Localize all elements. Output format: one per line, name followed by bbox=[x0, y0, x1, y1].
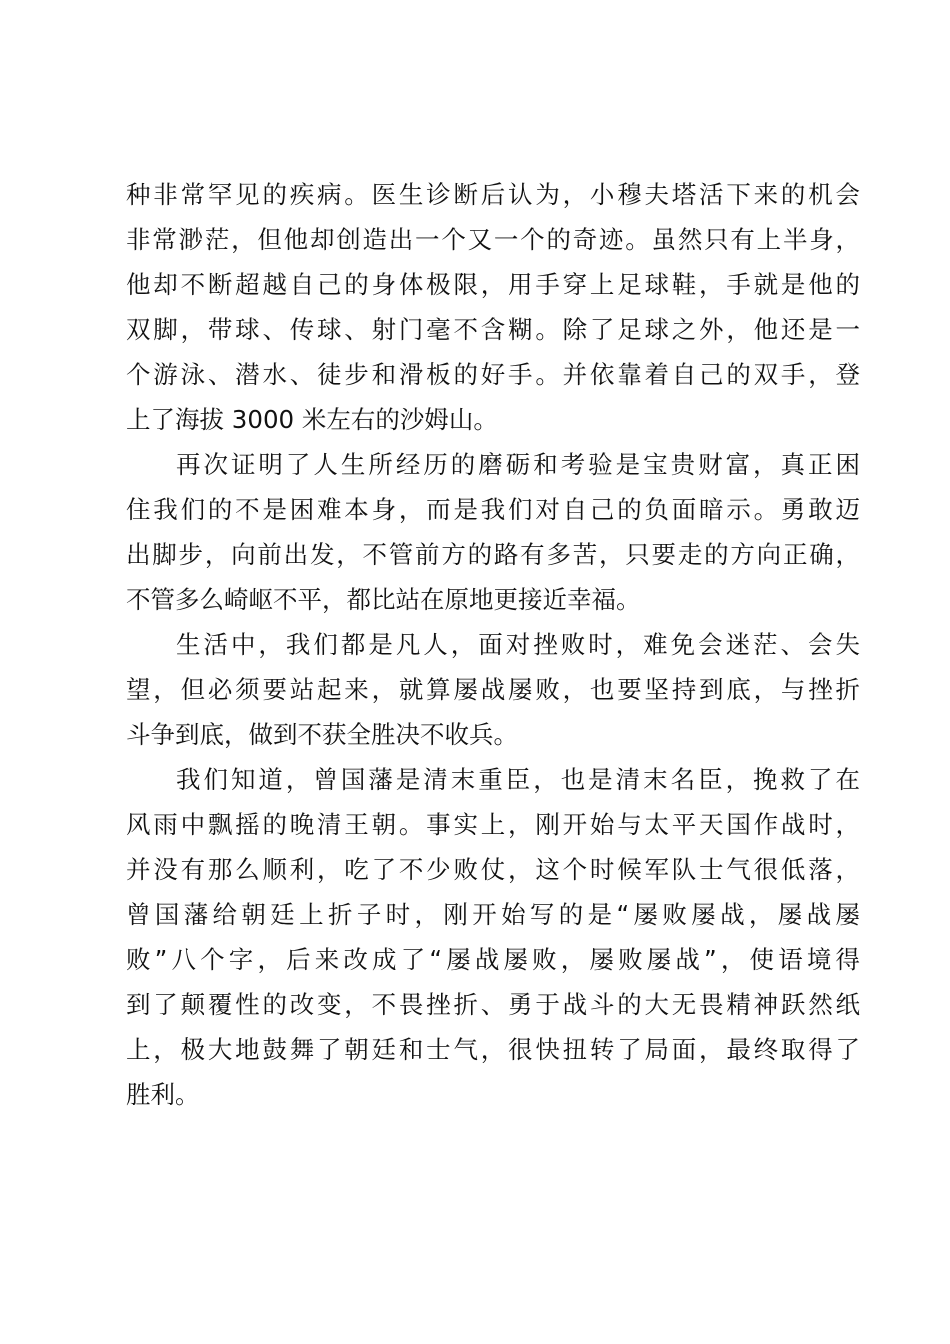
text-line: 我们知道，曾国藩是清末重臣，也是清末名臣，挽救了在 bbox=[176, 765, 860, 794]
text-line: 上，极大地鼓舞了朝廷和士气，很快扭转了局面，最终取得了 bbox=[126, 1035, 860, 1064]
text-line: 胜利。 bbox=[126, 1080, 200, 1109]
text-line: 他却不断超越自己的身体极限，用手穿上足球鞋，手就是他的 bbox=[126, 270, 860, 299]
text-line: 出脚步，向前出发，不管前方的路有多苦，只要走的方向正确， bbox=[126, 540, 860, 569]
paragraph-3 bbox=[126, 622, 860, 757]
text-line: 再次证明了人生所经历的磨砺和考验是宝贵财富，真正困 bbox=[176, 450, 860, 479]
text-line: 上了海拔 3000 米左右的沙姆山。 bbox=[126, 405, 498, 434]
paragraph-1 bbox=[126, 172, 860, 442]
document-body bbox=[126, 172, 860, 1117]
text-line: 风雨中飘摇的晚清王朝。事实上，刚开始与太平天国作战时， bbox=[126, 810, 860, 839]
text-line: 曾国藩给朝廷上折子时，刚开始写的是“屡败屡战，屡战屡 bbox=[126, 900, 860, 929]
text-line: 败”八个字，后来改成了“屡战屡败，屡败屡战”，使语境得 bbox=[126, 945, 860, 974]
text-line: 望，但必须要站起来，就算屡战屡败，也要坚持到底，与挫折 bbox=[126, 675, 860, 704]
paragraph-4 bbox=[126, 757, 860, 1117]
text-line: 并没有那么顺利，吃了不少败仗，这个时候军队士气很低落， bbox=[126, 855, 860, 884]
text-line: 住我们的不是困难本身，而是我们对自己的负面暗示。勇敢迈 bbox=[126, 495, 860, 524]
text-line: 种非常罕见的疾病。医生诊断后认为，小穆夫塔活下来的机会 bbox=[126, 180, 860, 209]
text-line: 斗争到底，做到不获全胜决不收兵。 bbox=[126, 720, 518, 749]
text-line: 个游泳、潜水、徒步和滑板的好手。并依靠着自己的双手，登 bbox=[126, 360, 860, 389]
text-line: 双脚，带球、传球、射门毫不含糊。除了足球之外，他还是一 bbox=[126, 315, 860, 344]
text-line: 非常渺茫，但他却创造出一个又一个的奇迹。虽然只有上半身， bbox=[126, 225, 860, 254]
paragraph-2 bbox=[126, 442, 860, 622]
text-line: 到了颠覆性的改变，不畏挫折、勇于战斗的大无畏精神跃然纸 bbox=[126, 990, 860, 1019]
text-line: 不管多么崎岖不平，都比站在原地更接近幸福。 bbox=[126, 585, 641, 614]
text-line: 生活中，我们都是凡人，面对挫败时，难免会迷茫、会失 bbox=[176, 630, 860, 659]
